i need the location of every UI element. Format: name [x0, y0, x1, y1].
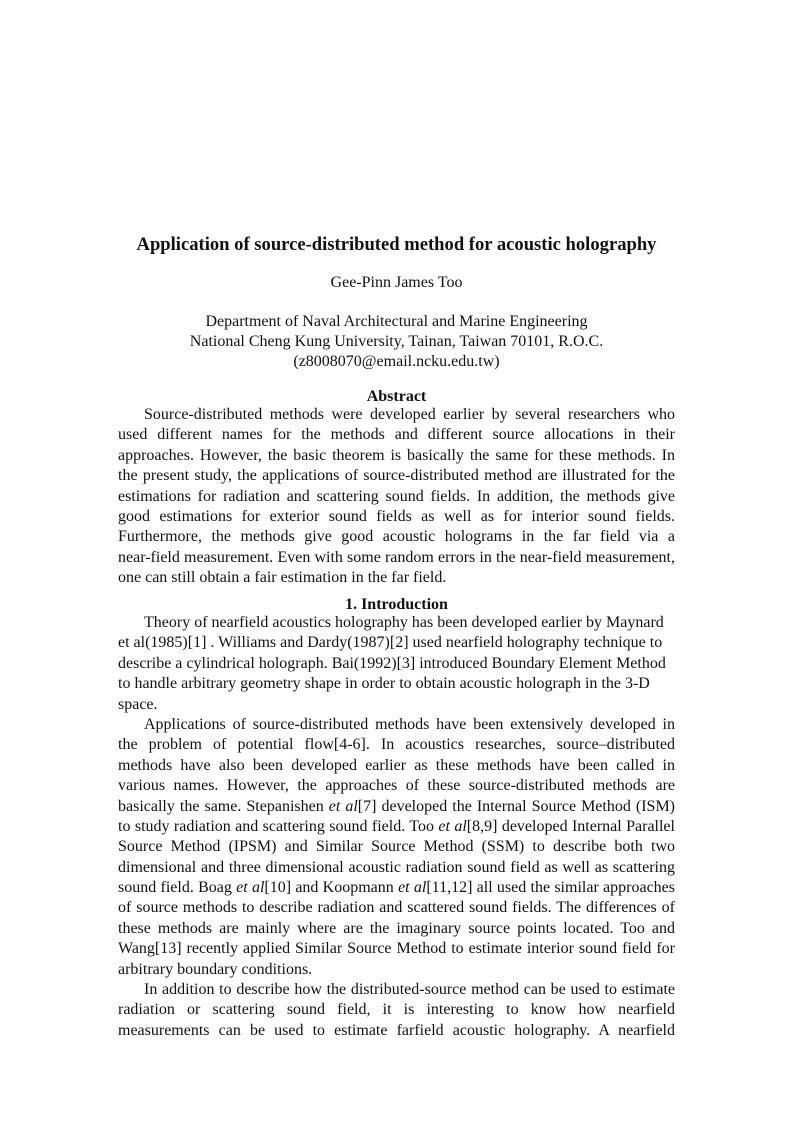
abstract-body — [118, 405, 675, 589]
intro-line: measurements can be used to estimate farfield acoustic holography. A nearfield — [118, 1021, 675, 1039]
intro-italic: et al — [438, 817, 467, 835]
intro-text: basically the same. Stepanishen — [118, 797, 329, 815]
abstract-line: used different names for the methods and different source allocations in their — [118, 426, 675, 444]
intro-line — [118, 817, 675, 837]
intro-line: the problem of potential flow[4-6]. In acoustics researches, source–distributed — [118, 736, 675, 754]
intro-text: sound field. Boag — [118, 879, 237, 897]
intro-italic: et al — [328, 797, 358, 815]
introduction-heading: 1. Introduction — [345, 596, 448, 613]
affiliation-block — [118, 312, 675, 373]
abstract-line: good estimations for exterior sound fields as well as for interior sound fields. — [118, 507, 675, 525]
intro-line: Theory of nearfield acoustics holography has been developed earlier by Maynard — [144, 614, 664, 631]
intro-line: In addition to describe how the distributed-source method can be used to estimate — [144, 981, 675, 999]
abstract-heading: Abstract — [366, 388, 427, 405]
intro-line — [118, 878, 675, 898]
intro-line: methods have also been developed earlier as these methods have been called in — [118, 756, 675, 774]
intro-line: to handle arbitrary geometry shape in order to obtain acoustic holograph in the 3-D — [118, 675, 650, 693]
intro-line: various names. However, the approaches of these source-distributed methods are — [118, 777, 675, 795]
intro-line: Applications of source-distributed methods have been extensively developed in — [144, 715, 675, 733]
abstract-line: approaches. However, the basic theorem is basically the same for these methods. In — [118, 446, 675, 464]
intro-line: arbitrary boundary conditions. — [118, 960, 313, 978]
affiliation-university: National Cheng Kung University, Tainan, Taiwan 70101, R.O.C. — [189, 333, 604, 351]
intro-text: to study radiation and scattering sound field. Too — [118, 817, 439, 835]
intro-line: space. — [118, 695, 158, 713]
abstract-line: near-field measurement. Even with some random errors in the near-field measurement, — [118, 548, 675, 566]
intro-line: these methods are mainly where are the imaginary source points located. Too and — [118, 919, 675, 937]
abstract-line: Source-distributed methods were developed earlier by several researchers who — [144, 406, 675, 423]
abstract-line: Furthermore, the methods give good acoustic holograms in the far field via a — [118, 528, 675, 546]
intro-line — [118, 797, 675, 817]
intro-text: [11,12] all used the similar approaches — [426, 879, 675, 897]
affiliation-department: Department of Naval Architectural and Marine Engineering — [205, 313, 588, 330]
abstract-line: estimations for radiation and scattering sound fields. In addition, the methods give — [118, 487, 675, 505]
abstract-line: the present study, the applications of source-distributed method are illustrated for the — [118, 467, 675, 485]
intro-line: of source methods to describe radiation and scattered sound fields. The differences of — [118, 899, 675, 917]
abstract-line: one can still obtain a fair estimation in the far field. — [118, 569, 447, 587]
author-email: (z8008070@email.ncku.edu.tw) — [293, 353, 500, 371]
intro-text: [7] developed the Internal Source Method (ISM) — [357, 797, 676, 815]
intro-italic: et al — [398, 879, 427, 897]
paper-title: Application of source-distributed method for acoustic holography — [136, 234, 657, 255]
author-name: Gee-Pinn James Too — [330, 274, 463, 291]
intro-line: et al(1985)[1] . Williams and Dardy(1987)[2] used nearfield holography technique to — [118, 634, 663, 652]
intro-text: [8,9] developed Internal Parallel — [466, 817, 675, 835]
intro-text: [10] and Koopmann — [264, 879, 399, 897]
intro-line: describe a cylindrical holograph. Bai(1992)[3] introduced Boundary Element Method — [118, 654, 666, 672]
intro-line: radiation or scattering sound field, it is interesting to know how nearfield — [118, 1001, 675, 1019]
intro-italic: et al — [236, 879, 265, 897]
intro-line: dimensional and three dimensional acoustic radiation sound field as well as scattering — [118, 858, 675, 876]
intro-line: Wang[13] recently applied Similar Source Method to estimate interior sound field for — [118, 940, 675, 958]
introduction-body — [118, 613, 675, 1041]
intro-line: Source Method (IPSM) and Similar Source Method (SSM) to describe both two — [118, 838, 675, 856]
